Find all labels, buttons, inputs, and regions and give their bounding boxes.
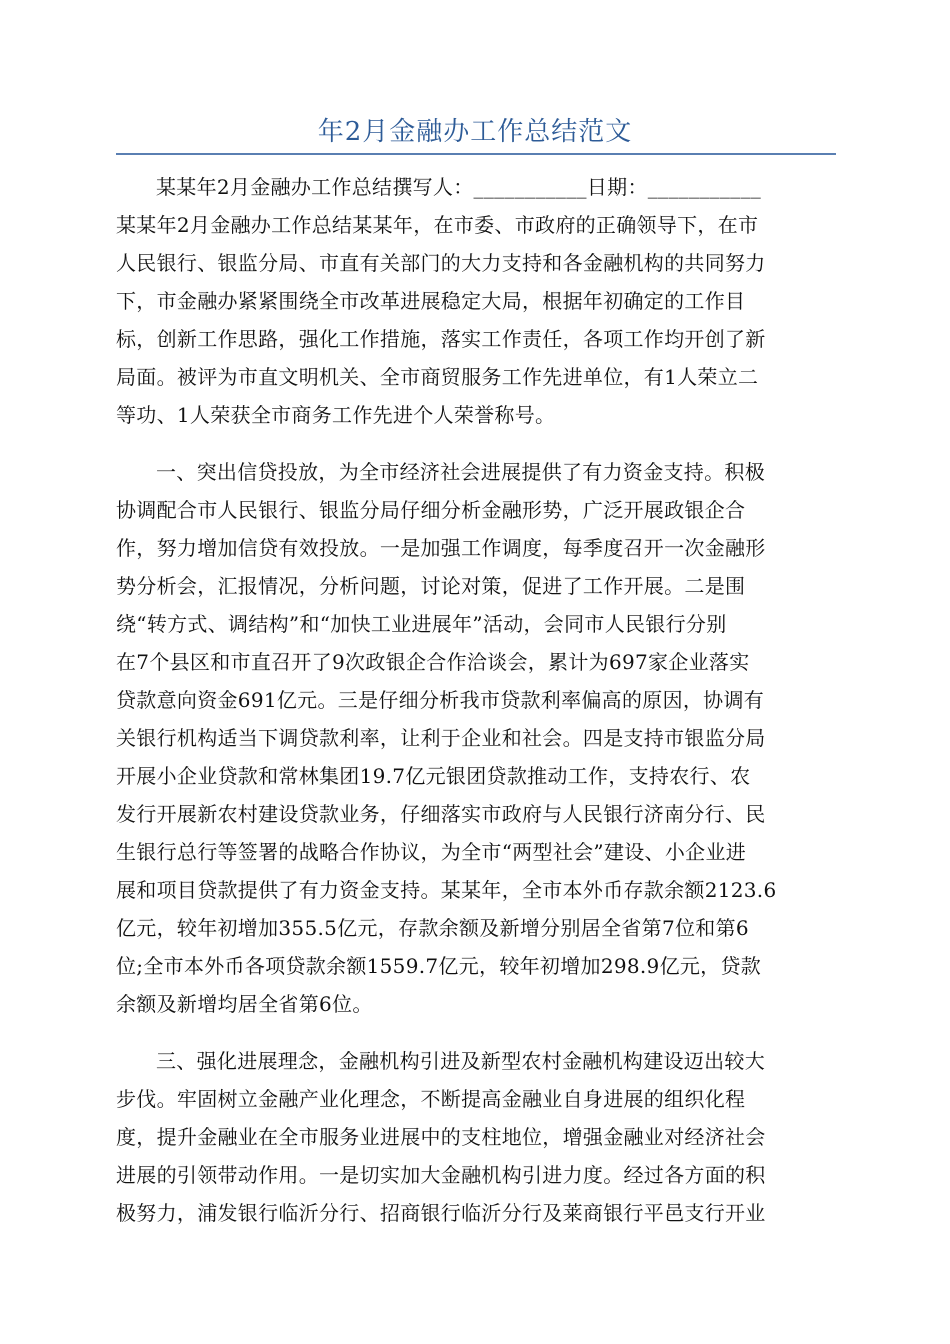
paragraph-line: 步伐。牢固树立金融产业化理念，不断提高金融业自身进展的组织化程 [116, 1087, 746, 1111]
date-label: 日期： [586, 175, 648, 199]
paragraph-line: 极努力，浦发银行临沂分行、招商银行临沂分行及莱商银行平邑支行开业 [116, 1201, 766, 1225]
paragraph-line: 等功、1人荣获全市商务工作先进个人荣誉称号。 [116, 403, 556, 427]
paragraph-line: 作，努力增加信贷有效投放。一是加强工作调度，每季度召开一次金融形 [116, 536, 766, 560]
paragraph-line: 关银行机构适当下调贷款利率，让利于企业和社会。四是支持市银监分局 [116, 726, 766, 750]
title-underline [116, 153, 836, 155]
paragraph-section-one [116, 453, 836, 1023]
paragraph-line: 生银行总行等签署的战略合作协议，为全市“两型社会”建设、小企业进 [116, 840, 747, 864]
writer-blank: ___________ [473, 175, 587, 199]
paragraph-line: 展和项目贷款提供了有力资金支持。某某年，全市本外币存款余额2123.6 [116, 878, 777, 902]
paragraph-line: 协调配合市人民银行、银监分局仔细分析金融形势，广泛开展政银企合 [116, 498, 746, 522]
paragraph-line: 亿元，较年初增加355.5亿元，存款余额及新增分别居全省第7位和第6 [116, 916, 749, 940]
paragraph-line: 位;全市本外币各项贷款余额1559.7亿元，较年初增加298.9亿元，贷款 [116, 954, 762, 978]
paragraph-line: 在7个县区和市直召开了9次政银企合作洽谈会，累计为697家企业落实 [116, 650, 750, 674]
paragraph-line: 度，提升金融业在全市服务业进展中的支柱地位，增强金融业对经济社会 [116, 1125, 766, 1149]
paragraph-line: 局面。被评为市直文明机关、全市商贸服务工作先进单位，有1人荣立二 [116, 365, 759, 389]
paragraph-line: 三、强化进展理念，金融机构引进及新型农村金融机构建设迈出较大 [156, 1049, 765, 1073]
paragraph-section-three [116, 1042, 836, 1232]
paragraph-line: 一、突出信贷投放，为全市经济社会进展提供了有力资金支持。积极 [156, 460, 765, 484]
paragraph-line: 余额及新增均居全省第6位。 [116, 992, 373, 1016]
paragraph-line: 绕“转方式、调结构”和“加快工业进展年”活动，会同市人民银行分别 [116, 612, 727, 636]
document-title: 年2月金融办工作总结范文 [317, 117, 633, 147]
date-blank: ___________ [647, 175, 762, 199]
header-line-prefix: 某某年2月金融办工作总结撰写人： [156, 175, 474, 199]
paragraph-intro [116, 168, 836, 434]
header-line [116, 168, 836, 206]
paragraph-line: 进展的引领带动作用。一是切实加大金融机构引进力度。经过各方面的积 [116, 1163, 766, 1187]
paragraph-line: 标，创新工作思路，强化工作措施，落实工作责任，各项工作均开创了新 [116, 327, 766, 351]
paragraph-line: 某某年2月金融办工作总结某某年，在市委、市政府的正确领导下，在市 [116, 213, 759, 237]
paragraph-line: 势分析会，汇报情况，分析问题，讨论对策，促进了工作开展。二是围 [116, 574, 746, 598]
paragraph-line: 下，市金融办紧紧围绕全市改革进展稳定大局，根据年初确定的工作目 [116, 289, 746, 313]
paragraph-line: 贷款意向资金691亿元。三是仔细分析我市贷款利率偏高的原因，协调有 [116, 688, 765, 712]
document-body [116, 168, 836, 1232]
paragraph-line: 发行开展新农村建设贷款业务，仔细落实市政府与人民银行济南分行、民 [116, 802, 766, 826]
paragraph-line: 人民银行、银监分局、市直有关部门的大力支持和各金融机构的共同努力 [116, 251, 766, 275]
paragraph-line: 开展小企业贷款和常林集团19.7亿元银团贷款推动工作，支持农行、农 [116, 764, 751, 788]
